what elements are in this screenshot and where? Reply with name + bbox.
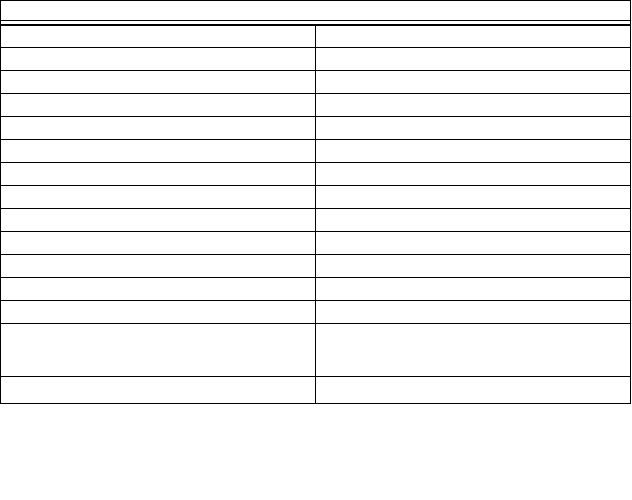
field-label-power bbox=[1, 71, 316, 94]
field-label-power-factor bbox=[1, 255, 316, 278]
table-row bbox=[1, 117, 631, 140]
field-label-speed bbox=[1, 163, 316, 186]
table-row bbox=[1, 25, 631, 48]
table-row bbox=[1, 377, 631, 404]
field-value-pole-pairs bbox=[316, 186, 631, 209]
table-row bbox=[1, 71, 631, 94]
field-value-model bbox=[316, 48, 631, 71]
field-value-frequency bbox=[316, 94, 631, 117]
table-row bbox=[1, 209, 631, 232]
table-row bbox=[1, 48, 631, 71]
field-value-insulation-class bbox=[316, 209, 631, 232]
field-value-remarks bbox=[316, 377, 631, 404]
table-row bbox=[1, 278, 631, 301]
table-row bbox=[1, 163, 631, 186]
field-label-connection bbox=[1, 301, 316, 324]
field-label-frequency bbox=[1, 94, 316, 117]
field-label-remarks bbox=[1, 377, 316, 404]
field-label-insulation-class bbox=[1, 209, 316, 232]
field-label-current bbox=[1, 140, 316, 163]
table-row bbox=[1, 140, 631, 163]
field-label-application bbox=[1, 324, 316, 377]
field-label-duty-type bbox=[1, 232, 316, 255]
field-label-efficiency bbox=[1, 278, 316, 301]
field-value-speed bbox=[316, 163, 631, 186]
field-value-current bbox=[316, 140, 631, 163]
table-row bbox=[1, 301, 631, 324]
field-label-pole-pairs bbox=[1, 186, 316, 209]
table-row bbox=[1, 232, 631, 255]
field-label-id bbox=[1, 25, 316, 48]
table-row bbox=[1, 255, 631, 278]
field-value-connection bbox=[316, 301, 631, 324]
operation-summary-section bbox=[0, 0, 631, 26]
summary-header bbox=[1, 0, 630, 21]
table-row bbox=[1, 94, 631, 117]
field-value-duty-type bbox=[316, 232, 631, 255]
table-row bbox=[1, 324, 631, 377]
field-value-power-factor bbox=[316, 255, 631, 278]
field-value-voltage bbox=[316, 117, 631, 140]
field-label-voltage bbox=[1, 117, 316, 140]
summary-text bbox=[1, 21, 630, 25]
table-row bbox=[1, 186, 631, 209]
field-value-id bbox=[316, 25, 631, 48]
field-value-power bbox=[316, 71, 631, 94]
field-value-application bbox=[316, 324, 631, 377]
field-label-model bbox=[1, 48, 316, 71]
field-value-efficiency bbox=[316, 278, 631, 301]
